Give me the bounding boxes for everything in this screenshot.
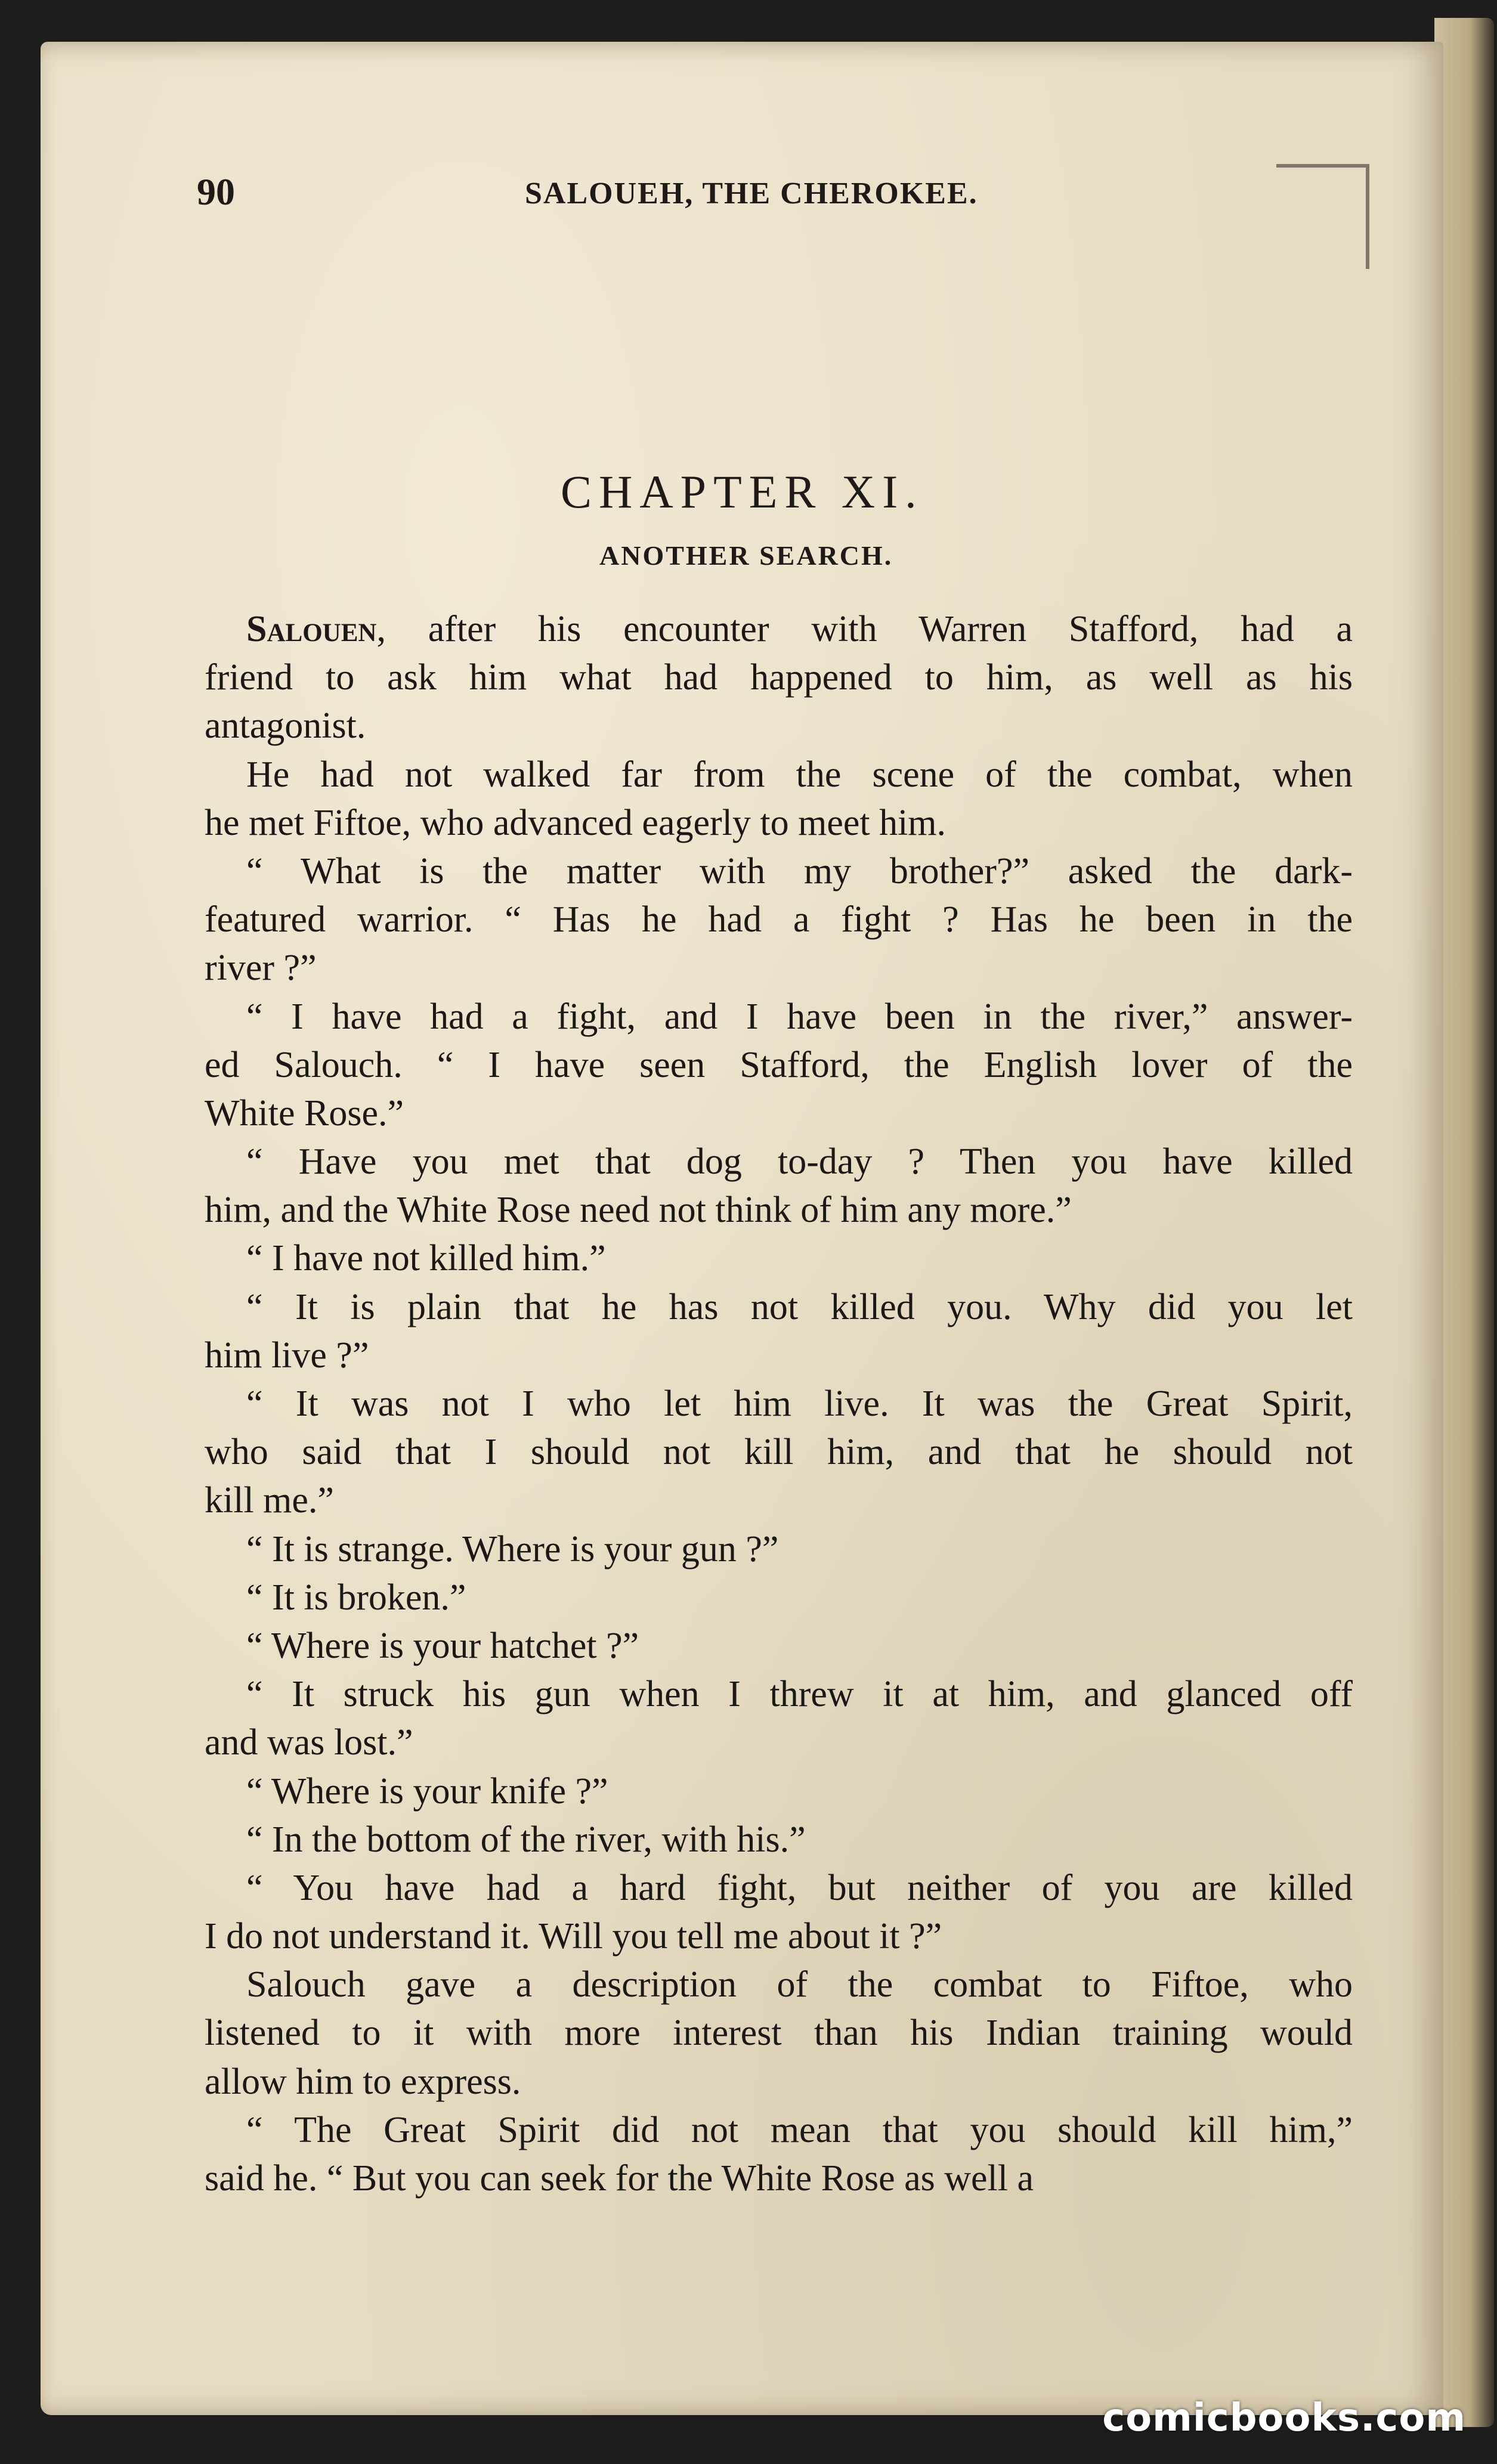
text-line: featured warrior. “ Has he had a fight ? Has he been in the: [205, 899, 1353, 940]
paragraph: [205, 1525, 1353, 1574]
paragraph: [205, 751, 1353, 847]
paragraph: [205, 993, 1353, 1138]
paragraph: [205, 2106, 1353, 2203]
paragraph: [205, 605, 1353, 751]
text-line: “ Where is your hatchet ?”: [246, 1625, 639, 1666]
paragraph: [205, 1622, 1353, 1670]
text-line: “ It struck his gun when I threw it at him, and glanced off: [246, 1674, 1353, 1715]
text-line: listened to it with more interest than his Indian training would: [205, 2013, 1353, 2054]
text-line: “ I have not killed him.”: [246, 1238, 606, 1279]
text-line: river ?”: [205, 948, 317, 989]
page-number: 90: [197, 171, 235, 213]
paragraph: [205, 1670, 1353, 1767]
text-line: him live ?”: [205, 1335, 369, 1376]
text-line: he met Fiftoe, who advanced eagerly to meet him.: [205, 802, 947, 843]
running-title: SALOUEH, THE CHEROKEE.: [525, 177, 978, 211]
text-line: He had not walked far from the scene of the combat, when: [246, 754, 1353, 795]
body-text: [205, 605, 1353, 2203]
paragraph: [205, 1816, 1353, 1864]
paragraph: [205, 1380, 1353, 1525]
paragraph: [205, 1574, 1353, 1622]
page-edge: [1434, 18, 1494, 2427]
text-line: him, and the White Rose need not think of him any more.”: [205, 1190, 1072, 1231]
text-line: Salouen, after his encounter with Warren Stafford, had a: [246, 609, 1353, 649]
text-line: kill me.”: [205, 1480, 334, 1521]
text-line: “ Where is your knife ?”: [246, 1770, 608, 1812]
text-line: Salouch gave a description of the combat to Fiftoe, who: [246, 1964, 1353, 2005]
text-line: and was lost.”: [205, 1722, 413, 1763]
paragraph: [205, 1864, 1353, 1961]
text-line: allow him to express.: [205, 2061, 521, 2102]
text-line: “ The Great Spirit did not mean that you should kill him,”: [246, 2109, 1353, 2150]
text-line: “ It is plain that he has not killed you. Why did you let: [246, 1286, 1353, 1327]
text-line: who said that I should not kill him, and that he should not: [205, 1432, 1353, 1473]
paragraph: [205, 1961, 1353, 2106]
chapter-title: CHAPTER XI.: [561, 466, 924, 518]
watermark: comicbooks.com: [1102, 2396, 1466, 2440]
text-line: I do not understand it. Will you tell me about it ?”: [205, 1916, 942, 1957]
text-line: “ I have had a fight, and I have been in the river,” answer-: [246, 996, 1353, 1037]
text-line: “ It is strange. Where is your gun ?”: [246, 1528, 779, 1570]
text-line: “ You have had a hard fight, but neither of you are killed: [246, 1867, 1353, 1908]
text-line: “ It is broken.”: [246, 1577, 466, 1618]
text-line: White Rose.”: [205, 1092, 404, 1134]
text-line: said he. “ But you can seek for the White Rose as well a: [205, 2158, 1034, 2199]
chapter-subtitle: ANOTHER SEARCH.: [599, 540, 893, 571]
text-line: “ What is the matter with my brother?” asked the dark-: [246, 850, 1353, 892]
text-line: ed Salouch. “ I have seen Stafford, the English lover of the: [205, 1044, 1353, 1085]
text-line: “ Have you met that dog to-day ? Then you have killed: [246, 1141, 1353, 1183]
library-stamp-mark: [1276, 164, 1369, 269]
paragraph: [205, 847, 1353, 993]
paragraph: [205, 1283, 1353, 1380]
running-header: [197, 170, 1390, 218]
text-line: “ It was not I who let him live. It was the Great Spirit,: [246, 1383, 1353, 1424]
paragraph: [205, 1234, 1353, 1283]
paragraph: [205, 1138, 1353, 1234]
text-line: antagonist.: [205, 705, 366, 747]
paragraph: [205, 1767, 1353, 1816]
text-line: friend to ask him what had happened to him, as well as his: [205, 657, 1353, 698]
text-line: “ In the bottom of the river, with his.”: [246, 1819, 806, 1860]
